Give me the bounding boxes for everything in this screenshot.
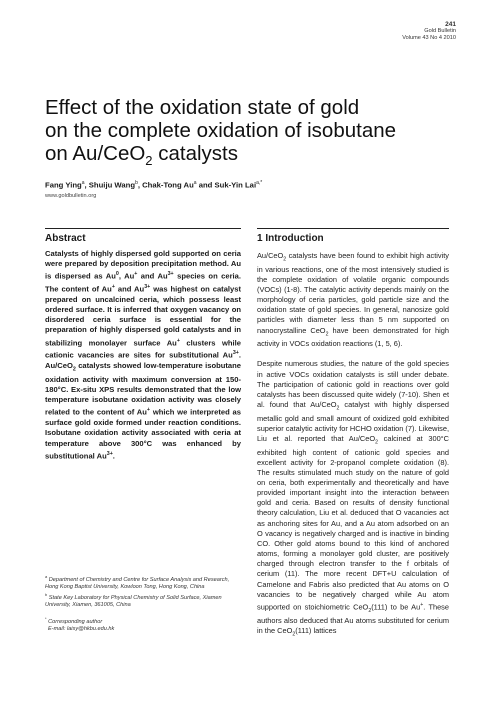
- intro-fragment: (111) lattices: [295, 626, 337, 636]
- journal-issue: Volume 43 No 4 2010: [402, 35, 456, 42]
- intro-heading: 1 Introduction: [257, 233, 324, 244]
- abstract-fragment: Catalysts of highly dispersed gold supported on ceria were prepared by deposition precipitation method. Au is dispersed as Au: [45, 249, 241, 281]
- running-header: [402, 21, 456, 43]
- footnote-text: Corresponding author: [46, 618, 103, 625]
- page-number: 241: [445, 21, 456, 28]
- subscript: 2: [292, 631, 296, 638]
- abstract-fragment: which we interpreted as surface gold oxide formed under reaction conditions. Isobutane oxidation activity associated with ceria at temperature above 300°C was enhanced by substitutional Au: [45, 408, 242, 461]
- author-list: [45, 180, 262, 190]
- author-name: , Chak-Tong Au: [137, 180, 194, 190]
- superscript: 3+: [167, 271, 174, 278]
- affiliation-mark: a: [193, 180, 197, 186]
- title-line-3: [45, 142, 445, 169]
- abstract-fragment: species on ceria. The content of Au: [45, 271, 241, 294]
- superscript: +: [146, 407, 151, 414]
- superscript: +: [420, 601, 424, 608]
- title-text: catalysts: [152, 142, 238, 165]
- footnote-text: State Key Laboratory for Physical Chemistry of Solid Surface, Xiamen University, Xiamen, 361005, China: [45, 594, 222, 608]
- superscript: 0: [115, 271, 119, 278]
- affiliation-mark: b: [135, 180, 138, 186]
- abstract-rule: [45, 228, 241, 229]
- superscript: 3+: [106, 450, 113, 457]
- footnote-affiliation-a: [45, 573, 241, 591]
- abstract-fragment: , Au: [118, 271, 135, 281]
- title-line-1: Effect of the oxidation state of gold: [45, 96, 360, 119]
- abstract-fragment: . Au/CeO: [45, 350, 241, 371]
- intro-fragment: (111) to be Au: [371, 602, 421, 612]
- subscript: 2: [336, 405, 340, 412]
- subscript: 2: [368, 607, 372, 614]
- intro-fragment: catalyst with highly dispersed metallic gold and small amount of oxidized gold exhibited superior catalytic activity for HCHO oxidation (7). Likewise, Liu et al. reported that Au/CeO: [257, 399, 449, 443]
- author-name: , Shuiju Wang: [84, 180, 136, 190]
- subscript: 2: [283, 256, 287, 263]
- superscript: 3+: [144, 284, 151, 291]
- intro-fragment: have been demonstrated for high activity in VOCs oxidation reactions (1, 5, 6).: [257, 325, 449, 349]
- intro-fragment: Au/CeO: [257, 251, 284, 260]
- footnote-affiliation-b: [45, 591, 241, 609]
- corresponding-email[interactable]: E-mail: laisy@hkbu.edu.hk: [48, 626, 115, 633]
- footnote-mark: *: [45, 616, 47, 622]
- intro-paragraph-1: [257, 251, 449, 349]
- superscript: +: [111, 284, 115, 291]
- footnote-text: Department of Chemistry and Centre for Surface Analysis and Research, Hong Kong Baptist University, Kowloon Tong, Hong Kong, China: [45, 576, 230, 590]
- superscript: +: [176, 337, 180, 344]
- abstract-fragment: and Au: [137, 271, 168, 281]
- abstract-fragment: catalysts showed low-temperature isobutane oxidation activity with maximum conversion at 150-180°C. Ex-situ XPS results demonstrated that the low temperature isobutane oxidation activity was closely related to the content of Au: [45, 361, 241, 418]
- intro-rule: [257, 228, 449, 229]
- affiliation-mark: a: [81, 180, 85, 186]
- footnote-corresponding: [45, 615, 241, 626]
- abstract-fragment: and Au: [114, 284, 145, 294]
- abstract-text: [45, 249, 241, 462]
- intro-fragment: catalysts have been found to exhibit high activity in various reactions, one of the most intensively studied is the complete oxidation of volatile organic compounds (VOCs) (1-8). The catalytic activity depends mainly on the morphology of ceria particles, gold particle size and the oxidation state of gold species. In general, nanosize gold particles with diameter less than 5 nm supported on nanocrystalline CeO: [257, 251, 449, 335]
- subscript: 2: [325, 331, 329, 338]
- intro-fragment: . These authors also deduced that Au atoms substituted for cerium in the CeO: [257, 602, 449, 636]
- subscript: 2: [72, 366, 76, 373]
- abstract-fragment: was highest on catalyst prepared on uncalcined ceria, which possess least ordered surface. It is inferred that oxygen vacancy on disordered ceria surface is essential for the preparation of highly dispersed gold catalysts and in stabilizing monolayer surface Au: [45, 284, 241, 348]
- intro-fragment: Despite numerous studies, the nature of the gold species in active VOCs oxidation catalysts is still under debate. The participation of cationic gold in reactions over gold catalysts has been discussed quite widely (7-10). Shen et al. found that Au/CeO: [257, 359, 449, 409]
- journal-name: Gold Bulletin: [424, 28, 456, 35]
- superscript: +: [134, 271, 138, 278]
- intro-paragraph-2: [257, 359, 449, 639]
- author-name: Fang Ying: [45, 180, 82, 190]
- abstract-heading: Abstract: [45, 233, 86, 244]
- title-line-2: on the complete oxidation of isobutane: [45, 119, 397, 142]
- footnote-mark: b: [45, 592, 48, 598]
- abstract-fragment: clusters while cationic vacancies are sites for substitutional Au: [45, 338, 241, 360]
- title-text: on Au/CeO: [45, 142, 146, 165]
- footnote-mark: a: [45, 574, 48, 579]
- intro-fragment: calcined at 300°C exhibited high content of cationic gold species and excellent activity for 2-propanol complete oxidation (8). The results stimulated much study on the nature of gold on ceria, both experimentally and theoretically and have provided important insight into the interaction between gold and ceria. Based on results of density functional theory calculation, Liu et al. deduced that O vacancies act as anchoring sites for Au, and a Au atom adsorbed on an O vacancy is negatively charged and is inactive in binding CO. Other gold atoms bound to this kind of anchored atoms, forming a monolayer gold cluster, are positively charged through electron transfer to the f orbitals of cerium (11). The more recent DFT+U calculation of Camelone and Fabris also predicted that Au atoms on O vacancies to be negatively charged while Au atom supported on stoichiometric CeO: [257, 433, 449, 612]
- affiliation-mark: a,*: [256, 180, 263, 186]
- title-subscript: 2: [145, 153, 153, 169]
- author-name: and Suk-Yin Lai: [196, 180, 257, 190]
- introduction-body: [257, 251, 449, 650]
- subscript: 2: [375, 439, 378, 446]
- footnotes: [45, 573, 241, 633]
- website-link[interactable]: www.goldbulletin.org: [45, 193, 97, 199]
- article-title: [45, 96, 445, 169]
- superscript: 3+: [232, 350, 239, 357]
- abstract-fragment: .: [112, 451, 115, 461]
